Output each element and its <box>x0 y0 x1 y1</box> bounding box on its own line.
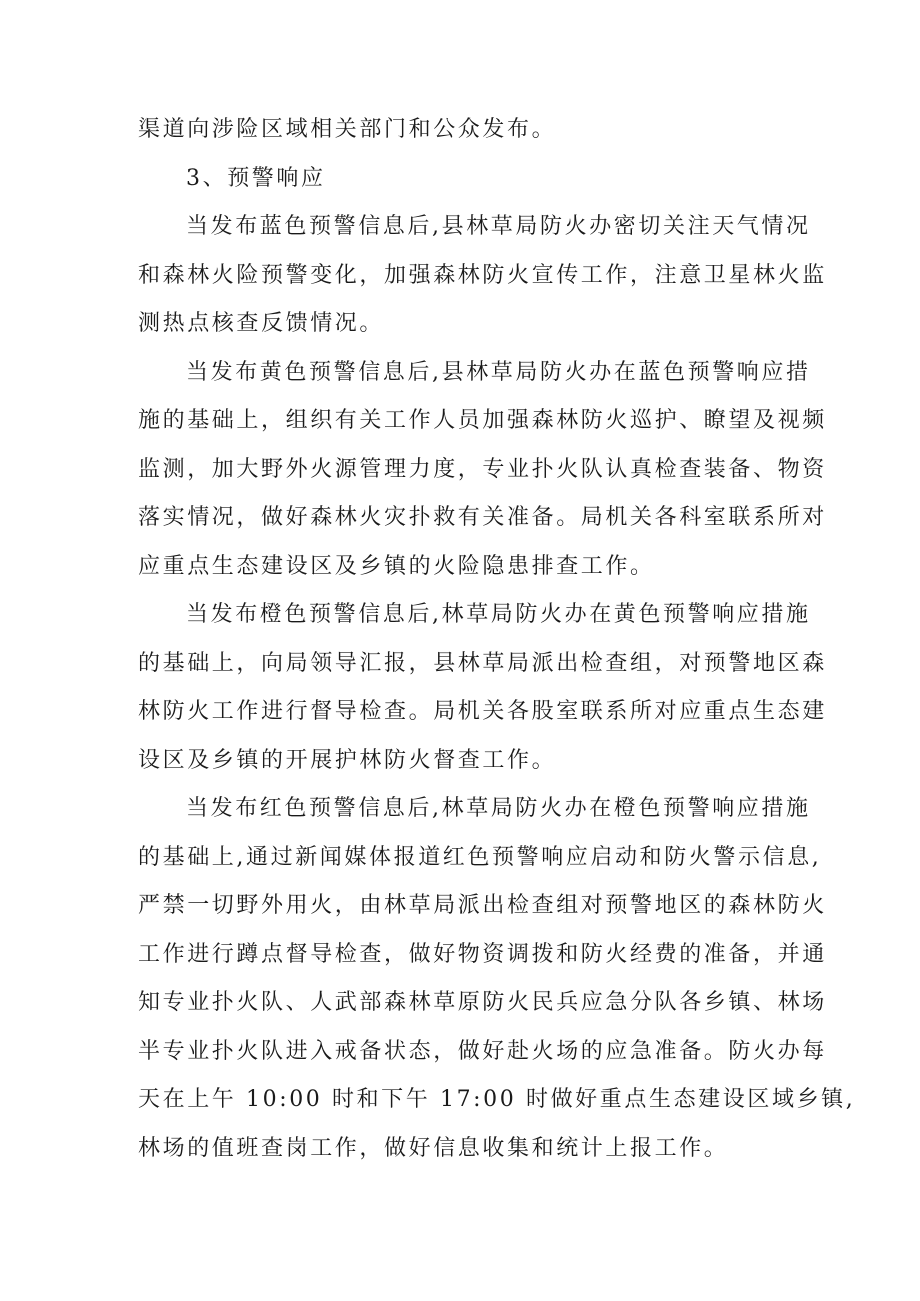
text-line: 施的基础上，组织有关工作人员加强森林防火巡护、瞭望及视频 <box>138 408 827 433</box>
paragraph-start-yellow: 当发布黄色预警信息后,县林草局防火办在蓝色预警响应措 <box>186 359 811 385</box>
text-line: 应重点生态建设区及乡镇的火险隐患排查工作。 <box>138 553 655 579</box>
text-line: 工作进行蹲点督导检查，做好物资调拨和防火经费的准备，并通 <box>138 941 827 967</box>
document-body <box>138 106 856 1173</box>
text-line: 严禁一切野外用火，由林草局派出检查组对预警地区的森林防火 <box>138 893 827 918</box>
text-line: 知专业扑火队、人武部森林草原防火民兵应急分队各乡镇、林场 <box>138 990 827 1015</box>
text-line: 的基础上,通过新闻媒体报道红色预警响应启动和防火警示信息, <box>138 844 822 870</box>
text-line: 渠道向涉险区域相关部门和公众发布。 <box>138 117 557 142</box>
paragraph-start-blue: 当发布蓝色预警信息后,县林草局防火办密切关注天气情况 <box>186 214 811 239</box>
paragraph-start-red: 当发布红色预警信息后,林草局防火办在橙色预警响应措施 <box>186 796 811 821</box>
text-line: 测热点核查反馈情况。 <box>138 311 385 336</box>
text-line: 和森林火险预警变化，加强森林防火宣传工作，注意卫星林火监 <box>138 262 827 288</box>
paragraph-start-orange: 当发布橙色预警信息后,林草局防火办在黄色预警响应措施 <box>186 602 811 627</box>
section-heading: 3、预警响应 <box>186 165 326 191</box>
text-line: 设区及乡镇的开展护林防火督查工作。 <box>138 747 557 773</box>
text-line: 天在上午 10:00 时和下午 17:00 时做好重点生态建设区域乡镇, <box>138 1087 856 1112</box>
text-line: 半专业扑火队进入戒备状态，做好赴火场的应急准备。防火办每 <box>138 1038 827 1064</box>
text-line: 的基础上，向局领导汇报，县林草局派出检查组，对预警地区森 <box>138 650 827 676</box>
text-line: 林场的值班查岗工作，做好信息收集和统计上报工作。 <box>138 1135 729 1161</box>
text-line: 林防火工作进行督导检查。局机关各股室联系所对应重点生态建 <box>138 699 827 724</box>
text-line: 落实情况，做好森林火灾扑救有关准备。局机关各科室联系所对 <box>138 505 827 530</box>
text-line: 监测，加大野外火源管理力度，专业扑火队认真检查装备、物资 <box>138 456 827 482</box>
